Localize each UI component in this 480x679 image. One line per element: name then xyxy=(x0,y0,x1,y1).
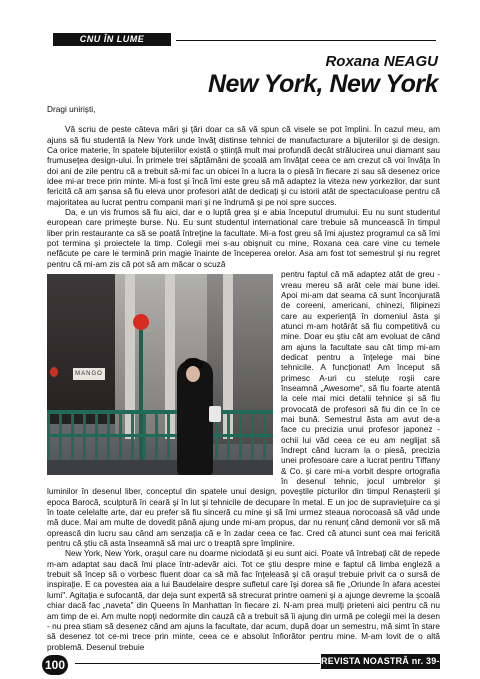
magazine-name: REVISTA NOASTRĂ nr. 39-40 xyxy=(321,654,440,669)
paragraph-3: New York, New York, oraşul care nu doarme niciodată şi eu sunt aici. Poate vă întrebaţi cât de repede m-am adaptat sau dacă îmi place într-adevăr aici. Tot ce ştiu despre mine e faptul că limba engleză a trebuit să încep să o vorbesc fluent doar ca să mă fac înţeleasă şi că oraşul trebuie privit ca o sursă de inspiraţie. E ca povestea aia a lui Baudelaire despre sufletul care îşi dorea să fie „Oriunde în afara acestei lumi". Agitaţia e sufocantă, dar deja sunt expertă să strecurat printre oameni şi a ajunge devreme la şcoală chiar dacă fac „naveta" din Queens în Manhattan în fiecare zi. N-am prea mulţi prieteni aici pentru că nu am timp de ei. Am multe nopţi nedormite din cauză că a trebuit să îi ajung din urmă pe colegii mei la desen - nu prea stiam să desenez când am ajuns la facultate, dar acum, după doar un semestru, mă simt în stare să desenez tot ce-mi trece prin minte, ceea ce e absolut înfiorător pentru mine. M-am lovit de o altă problemă. Desenul trebuie xyxy=(47,548,440,652)
paragraph-2-continued: pentru faptul că mă adaptez atât de greu - vreau mereu să arăt cele mai bune idei. Apoi mi-am dat seama că sunt înconjurată de coreeni, americani, chinezi, filipinezi care au experienţă în domeniul ăsta şi atunci m-am hotărât să fiu competitivă cu mine. Doar eu ştiu cât am evoluat de când am ajuns la facultate sau cât timp mi-am dedicat pentru a înţelege mai bine tehnicile. A funcţionat! Am început să primesc A-uri cu steluţe roşii care înseamnă „Awesome", să fiu foarte atentă la cele mai mici detalii tehnice şi să fiu provocată de profesori să fiu din ce în ce mai bună. Semestrul ăsta am avut de-a face cu precizia unui profesor japonez - ochii lui văd ceea ce eu am neglijat să îndrept când lucram la o piesă, precizia unei profesoare care a lucrat pentru Tiffany & Co. şi care mi-a vorbit despre ortografia în desenul tehnic, jocul umbrelor şi luminilor în desenul liber, conceptul din spatele unui design, poveştile picturilor din timpul Renaşterii şi epoca Barocă, sculptură în ceară şi în lut şi tehnicile de decupare în metal. E un joc de supravieţuire ca şi în toate celelalte arte, dar eu prefer să fiu sinceră cu mine şi să îmi urmez steaua norocoasă să văd unde mă duce. Mai am multe de dovedit până ajung unde mi-am propus, dar nu renunţ când demonii vor să mă oprească din lucru sau când am senzaţia că e în zadar ceea ce fac. Cred că atunci sunt cea mai fericită pentru că ştiu că asta înseamnă să mai urc o treaptă spre împlinire. xyxy=(47,269,440,549)
footer-rule xyxy=(75,663,320,664)
shop-sign: MANGO xyxy=(73,368,105,380)
paragraph-2-start: Da, e un vis frumos să fiu aici, dar e o luptă grea şi e abia începutul drumului. Eu nu sunt studentul european care primeşte burse. Nu. Eu sunt studentul international care trebuie să muncească în timpul liber prin restaurante ca să se poată întreţine la facultate. Mi-a fost greu să îmi ajustez programul ca să îmi pot termina şi proiectele la timp. Colegii mei s-au obişnuit cu mine, Roxana cea care vine cu temele nefăcute pe care le termină prin magie înainte de începerea orelor. Asa am fost tot semestrul şi nu regret pentru că mi-am zis că pot să am măcar o scuză xyxy=(47,207,440,269)
header-rule xyxy=(176,40,436,41)
greeting: Dragi uniriști, xyxy=(47,104,96,114)
author-name: Roxana NEAGU xyxy=(325,53,438,70)
section-tag: CNU ÎN LUME xyxy=(53,33,171,46)
page-number: 100 xyxy=(42,655,68,675)
article-photo xyxy=(47,274,273,475)
article-title: New York, New York xyxy=(208,70,438,98)
article-body xyxy=(47,102,440,654)
paragraph-1: Vă scriu de peste câteva mări şi ţări doar ca să vă spun că visele se pot împlini. În cazul meu, am ajuns să fiu studentă la New York unde învăţ distinse tehnici de manufacturare a bijuteriilor şi de design. Ca orice materie, în spatele bijuteriilor există o ştiinţă mult mai profundă decât strălucirea unui diamant sau frumuseţea design-ului. În primele trei săptămâni de şcoală am învăţat ceea ce am crezut că voi învăţa în doi ani de zile pentru că a trebuit să-mi fac un obicei în a lucra la o piesă în fiecare zi sau să desenez orice idee mi-ar trece prin minte. Mi-a fost şi încă îmi este greu să mă adaptez la viteza new yorkezilor, dar sunt fericită că am şansa să fiu eleva unor profesori atât de dedicaţi şi cu istorii atât de spectaculoase pentru că majoritatea au lucrat pentru companii mari şi ne îndrumă şi pe noi spre succes. xyxy=(47,124,440,207)
subway-railing xyxy=(47,412,273,462)
